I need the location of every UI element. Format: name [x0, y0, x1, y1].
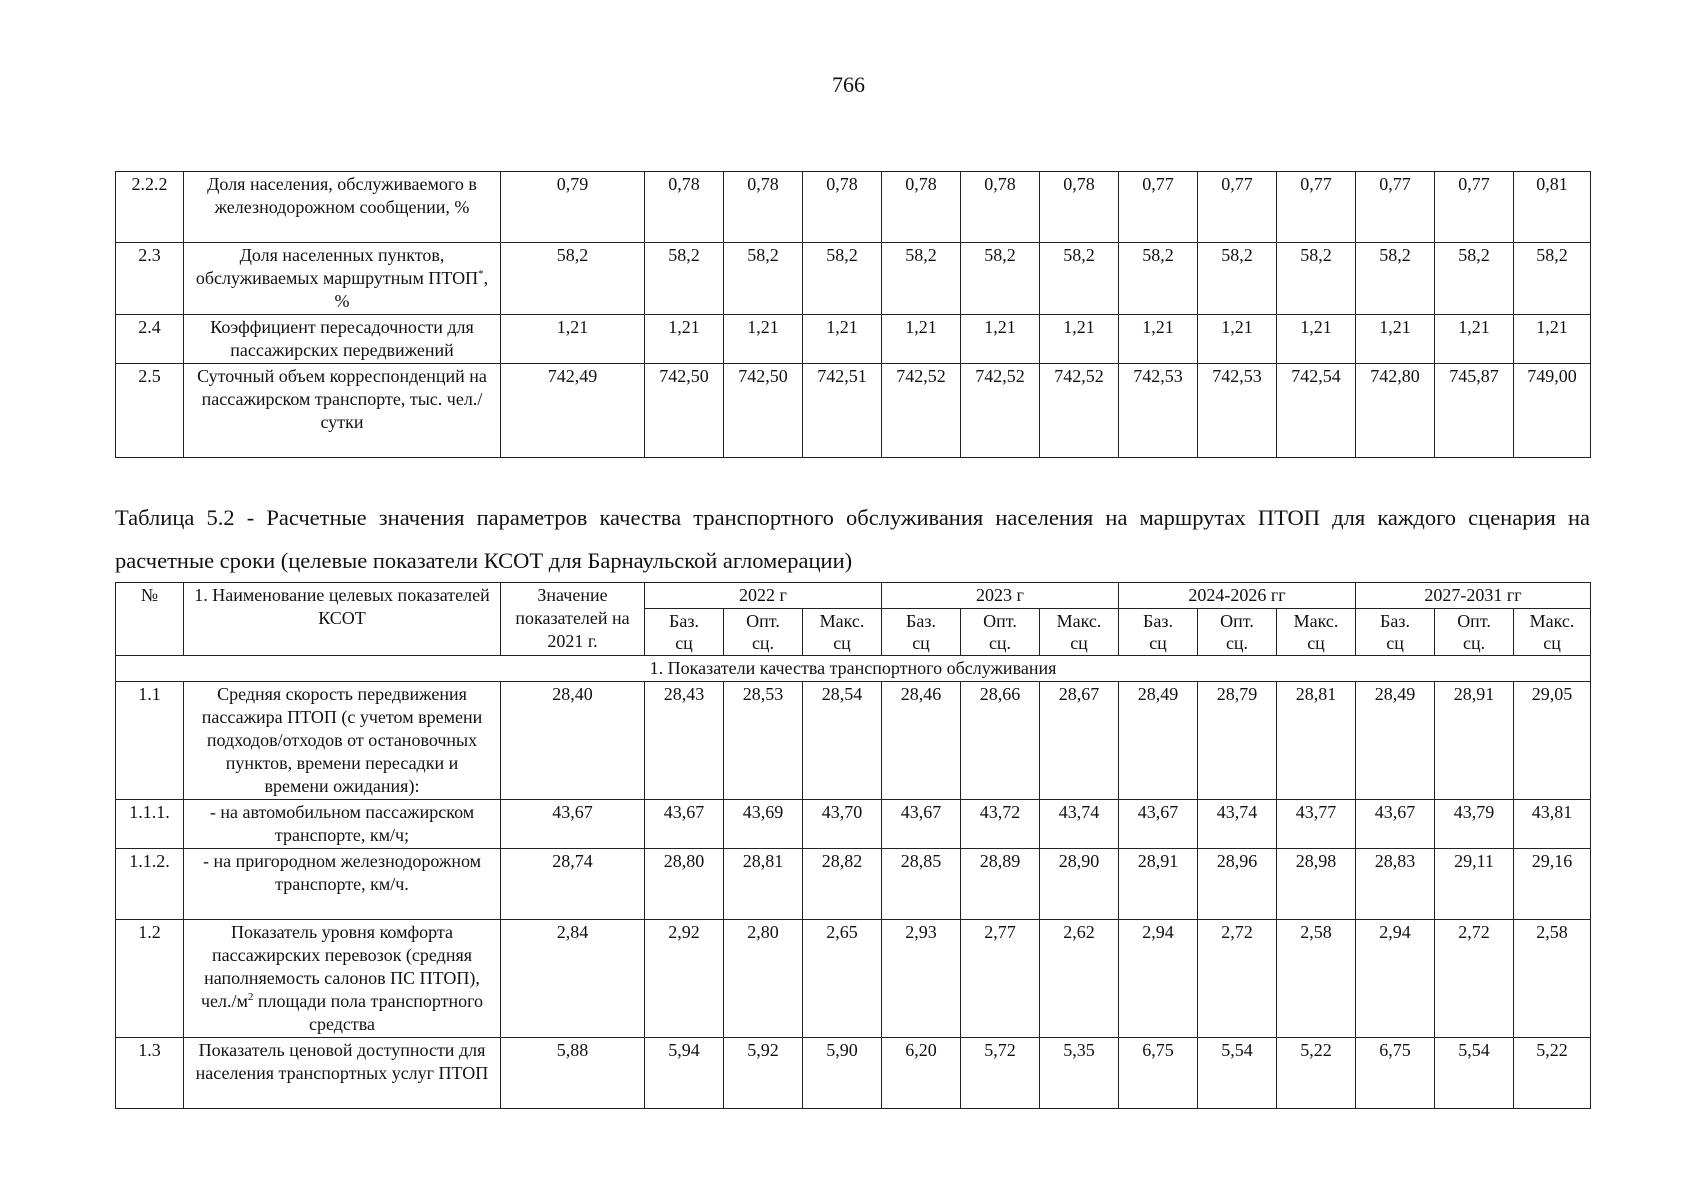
- page-number: 766: [832, 72, 865, 97]
- value-cell: 28,81: [724, 849, 803, 920]
- value-cell: 28,96: [1198, 849, 1277, 920]
- header-scenario: Опт. сц.: [961, 609, 1040, 656]
- value-cell: 2,93: [882, 920, 961, 1038]
- row-number: 2.2.2: [116, 172, 184, 243]
- value-cell: 0,77: [1277, 172, 1356, 243]
- value-cell: 29,16: [1514, 849, 1591, 920]
- value-cell: 742,52: [1040, 364, 1119, 458]
- base-value: 43,67: [501, 800, 645, 849]
- row-number: 2.3: [116, 243, 184, 315]
- value-cell: 1,21: [1040, 315, 1119, 364]
- value-cell: 29,11: [1435, 849, 1514, 920]
- value-cell: 58,2: [1435, 243, 1514, 315]
- value-cell: 28,79: [1198, 682, 1277, 800]
- value-cell: 749,00: [1514, 364, 1591, 458]
- value-cell: 58,2: [1514, 243, 1591, 315]
- value-cell: 5,94: [645, 1038, 724, 1109]
- table-caption: Таблица 5.2 - Расчетные значения параметров качества транспортного обслуживания населения на маршрутах ПТОП для каждого сценария на расчетные сроки (целевые показатели КСОТ для Барнаульской агломерации): [115, 505, 1590, 573]
- footnote-mark: *: [478, 268, 484, 280]
- value-cell: 745,87: [1435, 364, 1514, 458]
- value-cell: 0,78: [645, 172, 724, 243]
- value-cell: 2,77: [961, 920, 1040, 1038]
- value-cell: 2,62: [1040, 920, 1119, 1038]
- header-scenario: Макс. сц: [803, 609, 882, 656]
- header-scenario: Баз. сц: [1356, 609, 1435, 656]
- value-cell: 5,54: [1435, 1038, 1514, 1109]
- value-cell: 742,53: [1198, 364, 1277, 458]
- value-cell: 1,21: [1119, 315, 1198, 364]
- value-cell: 1,21: [1435, 315, 1514, 364]
- value-cell: 742,53: [1119, 364, 1198, 458]
- header-scenario: Баз. сц: [882, 609, 961, 656]
- base-value: 742,49: [501, 364, 645, 458]
- indicator-name: [184, 920, 501, 1038]
- row-number: 2.4: [116, 315, 184, 364]
- value-cell: 43,67: [1119, 800, 1198, 849]
- value-cell: 742,52: [882, 364, 961, 458]
- value-cell: 29,05: [1514, 682, 1591, 800]
- value-cell: 0,77: [1356, 172, 1435, 243]
- header-row: [116, 583, 1591, 609]
- value-cell: 1,21: [882, 315, 961, 364]
- value-cell: 742,80: [1356, 364, 1435, 458]
- value-cell: 28,54: [803, 682, 882, 800]
- table-row: [116, 1038, 1591, 1109]
- base-value: 28,74: [501, 849, 645, 920]
- value-cell: 6,75: [1356, 1038, 1435, 1109]
- row-number: 1.1: [116, 682, 184, 800]
- header-period: 2022 г: [645, 583, 882, 609]
- value-cell: 58,2: [724, 243, 803, 315]
- value-cell: 58,2: [1277, 243, 1356, 315]
- row-number: 1.3: [116, 1038, 184, 1109]
- value-cell: 28,49: [1356, 682, 1435, 800]
- superscript: 2: [247, 991, 254, 1003]
- value-cell: 2,58: [1277, 920, 1356, 1038]
- value-cell: 43,81: [1514, 800, 1591, 849]
- value-cell: 742,51: [803, 364, 882, 458]
- value-cell: 28,53: [724, 682, 803, 800]
- table-row: [116, 849, 1591, 920]
- value-cell: 0,77: [1119, 172, 1198, 243]
- value-cell: 43,74: [1040, 800, 1119, 849]
- header-scenario: Макс. сц: [1040, 609, 1119, 656]
- value-cell: 28,67: [1040, 682, 1119, 800]
- base-value: 28,40: [501, 682, 645, 800]
- value-cell: 5,72: [961, 1038, 1040, 1109]
- value-cell: 6,20: [882, 1038, 961, 1109]
- value-cell: 28,91: [1435, 682, 1514, 800]
- value-cell: 742,50: [645, 364, 724, 458]
- value-cell: 1,21: [1514, 315, 1591, 364]
- value-cell: 28,98: [1277, 849, 1356, 920]
- value-cell: 0,78: [724, 172, 803, 243]
- value-cell: 742,50: [724, 364, 803, 458]
- value-cell: 1,21: [1277, 315, 1356, 364]
- value-cell: 43,67: [645, 800, 724, 849]
- value-cell: 6,75: [1119, 1038, 1198, 1109]
- value-cell: 43,67: [882, 800, 961, 849]
- section-title: 1. Показатели качества транспортного обслуживания: [116, 656, 1591, 682]
- value-cell: 2,72: [1198, 920, 1277, 1038]
- value-cell: 1,21: [645, 315, 724, 364]
- value-cell: 2,65: [803, 920, 882, 1038]
- header-period: 2024-2026 гг: [1119, 583, 1356, 609]
- header-scenario: Баз. сц: [1119, 609, 1198, 656]
- value-cell: 58,2: [1198, 243, 1277, 315]
- value-cell: 58,2: [1356, 243, 1435, 315]
- base-value: 0,79: [501, 172, 645, 243]
- indicator-name-text: Доля населенных пунктов, обслуживаемых маршрутным ПТОП: [195, 245, 479, 288]
- table-row: [116, 682, 1591, 800]
- value-cell: 58,2: [882, 243, 961, 315]
- value-cell: 742,54: [1277, 364, 1356, 458]
- value-cell: 5,92: [724, 1038, 803, 1109]
- value-cell: 0,78: [961, 172, 1040, 243]
- value-cell: 2,72: [1435, 920, 1514, 1038]
- header-indicator-name: 1. Наименование целевых показателей КСОТ: [184, 583, 501, 656]
- base-value: 1,21: [501, 315, 645, 364]
- ksot-targets-table: [115, 582, 1591, 1109]
- header-scenario: Опт. сц.: [1198, 609, 1277, 656]
- header-scenario: Баз. сц: [645, 609, 724, 656]
- value-cell: 28,91: [1119, 849, 1198, 920]
- value-cell: 43,74: [1198, 800, 1277, 849]
- value-cell: 2,94: [1356, 920, 1435, 1038]
- section-row: [116, 656, 1591, 682]
- indicator-name-tail: площади пола транспортного средства: [253, 991, 484, 1034]
- value-cell: 28,66: [961, 682, 1040, 800]
- row-number: 2.5: [116, 364, 184, 458]
- value-cell: 1,21: [1198, 315, 1277, 364]
- value-cell: 2,92: [645, 920, 724, 1038]
- base-value: 5,88: [501, 1038, 645, 1109]
- value-cell: 0,78: [803, 172, 882, 243]
- value-cell: 58,2: [1119, 243, 1198, 315]
- indicator-name-text: Показатель уровня комфорта пассажирских перевозок (средняя наполняемость салонов ПС ПТОП), чел./м: [200, 922, 480, 1011]
- value-cell: 28,43: [645, 682, 724, 800]
- value-cell: 0,77: [1435, 172, 1514, 243]
- value-cell: 742,52: [961, 364, 1040, 458]
- row-number: 1.1.1.: [116, 800, 184, 849]
- indicator-name: Доля населения, обслуживаемого в железнодорожном сообщении, %: [184, 172, 501, 243]
- value-cell: 2,58: [1514, 920, 1591, 1038]
- base-value: 2,84: [501, 920, 645, 1038]
- indicator-name-unit: , %: [334, 268, 489, 311]
- value-cell: 28,49: [1119, 682, 1198, 800]
- indicator-name: Коэффициент пересадочности для пассажирских передвижений: [184, 315, 501, 364]
- value-cell: 0,78: [1040, 172, 1119, 243]
- value-cell: 28,90: [1040, 849, 1119, 920]
- value-cell: 0,81: [1514, 172, 1591, 243]
- value-cell: 5,22: [1277, 1038, 1356, 1109]
- value-cell: 43,72: [961, 800, 1040, 849]
- indicator-name: Средняя скорость передвижения пассажира ПТОП (с учетом времени подходов/отходов от остановочных пунктов, времени пересадки и времени ожидания):: [184, 682, 501, 800]
- header-scenario: Опт. сц.: [1435, 609, 1514, 656]
- value-cell: 28,83: [1356, 849, 1435, 920]
- table-row: [116, 172, 1591, 243]
- row-number: 1.1.2.: [116, 849, 184, 920]
- value-cell: 1,21: [961, 315, 1040, 364]
- value-cell: 43,70: [803, 800, 882, 849]
- table-row: [116, 800, 1591, 849]
- indicator-name: - на пригородном железнодорожном транспорте, км/ч.: [184, 849, 501, 920]
- value-cell: 58,2: [1040, 243, 1119, 315]
- header-scenario: Макс. сц: [1277, 609, 1356, 656]
- value-cell: 58,2: [961, 243, 1040, 315]
- row-number: 1.2: [116, 920, 184, 1038]
- value-cell: 5,90: [803, 1038, 882, 1109]
- header-number: №: [116, 583, 184, 656]
- indicator-name: [184, 243, 501, 315]
- value-cell: 2,94: [1119, 920, 1198, 1038]
- base-value: 58,2: [501, 243, 645, 315]
- value-cell: 58,2: [803, 243, 882, 315]
- value-cell: 5,35: [1040, 1038, 1119, 1109]
- table-row: [116, 243, 1591, 315]
- value-cell: 43,77: [1277, 800, 1356, 849]
- value-cell: 28,82: [803, 849, 882, 920]
- value-cell: 28,80: [645, 849, 724, 920]
- table-row: [116, 920, 1591, 1038]
- value-cell: 1,21: [724, 315, 803, 364]
- value-cell: 43,69: [724, 800, 803, 849]
- value-cell: 28,46: [882, 682, 961, 800]
- value-cell: 5,22: [1514, 1038, 1591, 1109]
- value-cell: 5,54: [1198, 1038, 1277, 1109]
- indicators-table-continued: [115, 171, 1591, 458]
- value-cell: 1,21: [803, 315, 882, 364]
- header-scenario: Макс. сц: [1514, 609, 1591, 656]
- value-cell: 58,2: [645, 243, 724, 315]
- value-cell: 28,81: [1277, 682, 1356, 800]
- indicator-name: Суточный объем корреспонденций на пассажирском транспорте, тыс. чел./сутки: [184, 364, 501, 458]
- value-cell: 0,78: [882, 172, 961, 243]
- header-period: 2027-2031 гг: [1356, 583, 1591, 609]
- value-cell: 43,79: [1435, 800, 1514, 849]
- value-cell: 2,80: [724, 920, 803, 1038]
- value-cell: 28,89: [961, 849, 1040, 920]
- value-cell: 0,77: [1198, 172, 1277, 243]
- value-cell: 43,67: [1356, 800, 1435, 849]
- header-period: 2023 г: [882, 583, 1119, 609]
- table-row: [116, 315, 1591, 364]
- indicator-name: Показатель ценовой доступности для населения транспортных услуг ПТОП: [184, 1038, 501, 1109]
- indicator-name: - на автомобильном пассажирском транспорте, км/ч;: [184, 800, 501, 849]
- header-scenario: Опт. сц.: [724, 609, 803, 656]
- value-cell: 28,85: [882, 849, 961, 920]
- header-base-value: Значение показателей на 2021 г.: [501, 583, 645, 656]
- table-row: [116, 364, 1591, 458]
- value-cell: 1,21: [1356, 315, 1435, 364]
